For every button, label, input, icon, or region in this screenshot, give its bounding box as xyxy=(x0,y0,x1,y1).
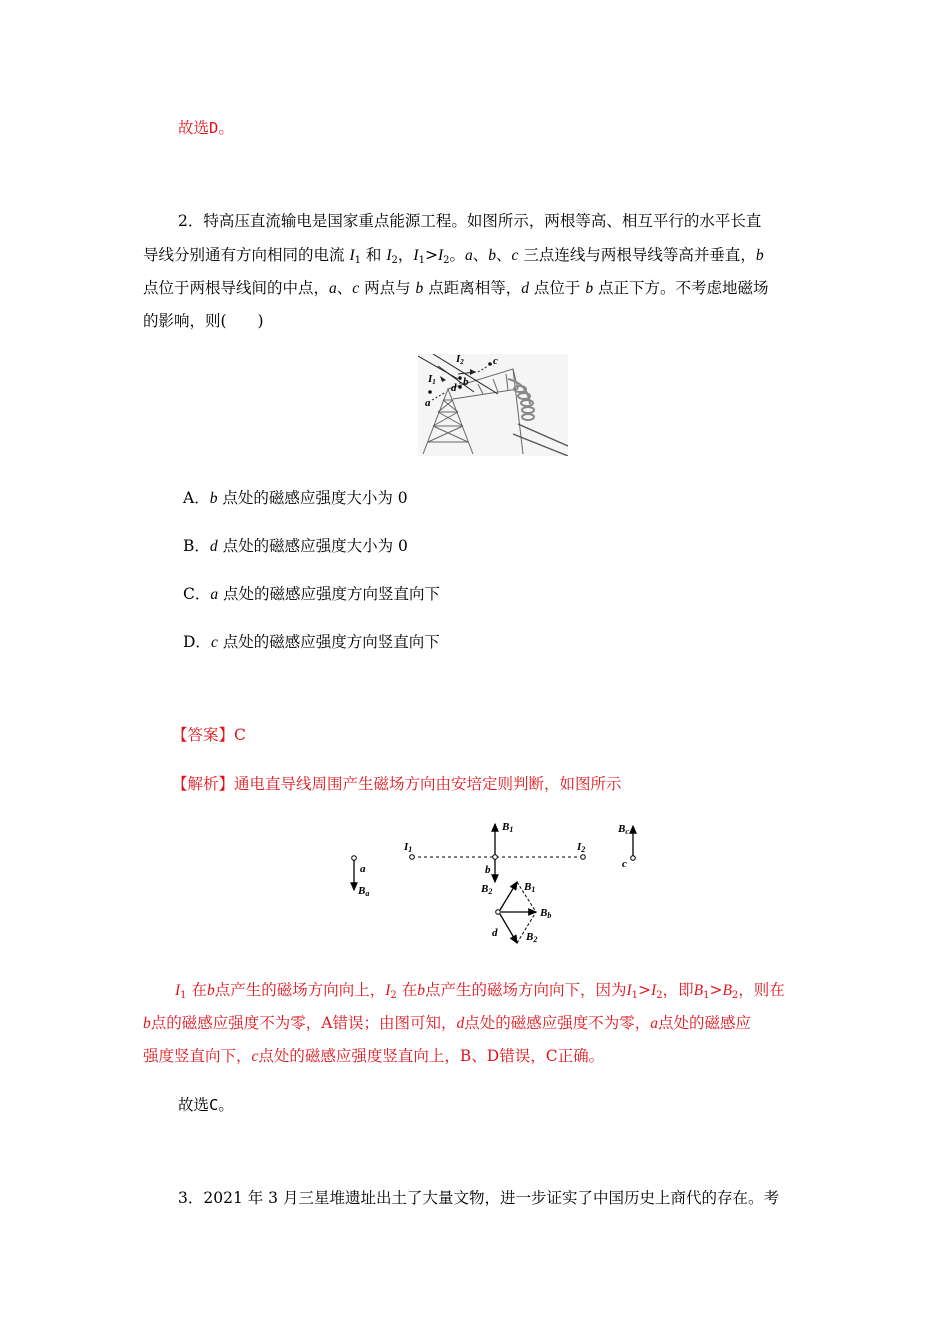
question2-line-2: 导线分别通有方向相同的电流 $I_1$ 和 $I_2$，$I_1>I_2$。a、b、c 三点连线与两根导线等高并垂直，b xyxy=(143,246,764,266)
conclusion: 故选C。 xyxy=(178,1096,234,1114)
label-Ba: Ba xyxy=(358,885,370,898)
question2-line-3: 点位于两根导线间的中点，a、c 两点与 b 点距离相等，d 点位于 b 点正下方。不考虑地磁场 xyxy=(143,279,769,297)
tower-illustration xyxy=(418,354,568,456)
label-B2-at-d: B2 xyxy=(526,931,538,944)
transmission-tower-photo xyxy=(418,354,568,456)
analysis-label: 【解析】 xyxy=(172,775,235,793)
option-d: D．c 点处的磁感应强度方向竖直向下 xyxy=(183,633,440,651)
prev-conclusion: 故选D。 xyxy=(178,119,234,137)
label-d: d xyxy=(492,927,498,939)
label-c: c xyxy=(493,355,498,367)
label-I1: I1 xyxy=(428,373,436,386)
option-a: A．b 点处的磁感应强度大小为 0 xyxy=(183,489,408,507)
label-I2: I2 xyxy=(456,354,464,366)
option-b: B．d 点处的磁感应强度大小为 0 xyxy=(183,537,408,555)
label-a: a xyxy=(360,863,366,875)
answer-line xyxy=(172,723,246,745)
label-B2: B2 xyxy=(481,883,493,896)
label-I2: I2 xyxy=(577,841,586,854)
label-d: d xyxy=(451,382,457,394)
question2-line-4: 的影响，则( ) xyxy=(143,312,264,330)
label-B1-at-d: B1 xyxy=(524,881,536,894)
question2-line-1: 2．特高压直流输电是国家重点能源工程。如图所示，两根等高、相互平行的水平长直 xyxy=(178,212,762,230)
label-a: a xyxy=(425,397,431,409)
analysis-line-2: b点的磁感应强度不为零，A错误；由图可知，d点处的磁感应强度不为零，a点处的磁感应 xyxy=(143,1014,751,1032)
analysis-intro: 【解析】通电直导线周围产生磁场方向由安培定则判断，如图所示 xyxy=(172,775,622,793)
question3-line-1: 3．2021 年 3 月三星堆遗址出土了大量文物，进一步证实了中国历史上商代的存在。考 xyxy=(178,1189,779,1207)
answer-label: 【答案】 xyxy=(172,726,235,744)
field-vector-diagram xyxy=(340,812,650,952)
label-Bb: Bb xyxy=(540,907,552,920)
analysis-line-1: $I_1$ 在b点产生的磁场方向向上，$I_2$ 在b点产生的磁场方向向下，因为$I_1>I_2$，即$B_1>B_2$，则在 xyxy=(175,981,785,1001)
label-b: b xyxy=(485,864,491,876)
analysis-line-3: 强度竖直向下，c点处的磁感应强度竖直向上，B、D错误，C正确。 xyxy=(143,1047,605,1065)
label-Bc: Bc xyxy=(618,823,629,836)
label-b: b xyxy=(463,376,469,388)
option-c: C．a 点处的磁感应强度方向竖直向下 xyxy=(183,585,441,603)
label-B1: B1 xyxy=(502,821,514,834)
answer-value: C xyxy=(234,726,246,744)
label-I1: I1 xyxy=(404,841,413,854)
label-c: c xyxy=(622,858,627,870)
